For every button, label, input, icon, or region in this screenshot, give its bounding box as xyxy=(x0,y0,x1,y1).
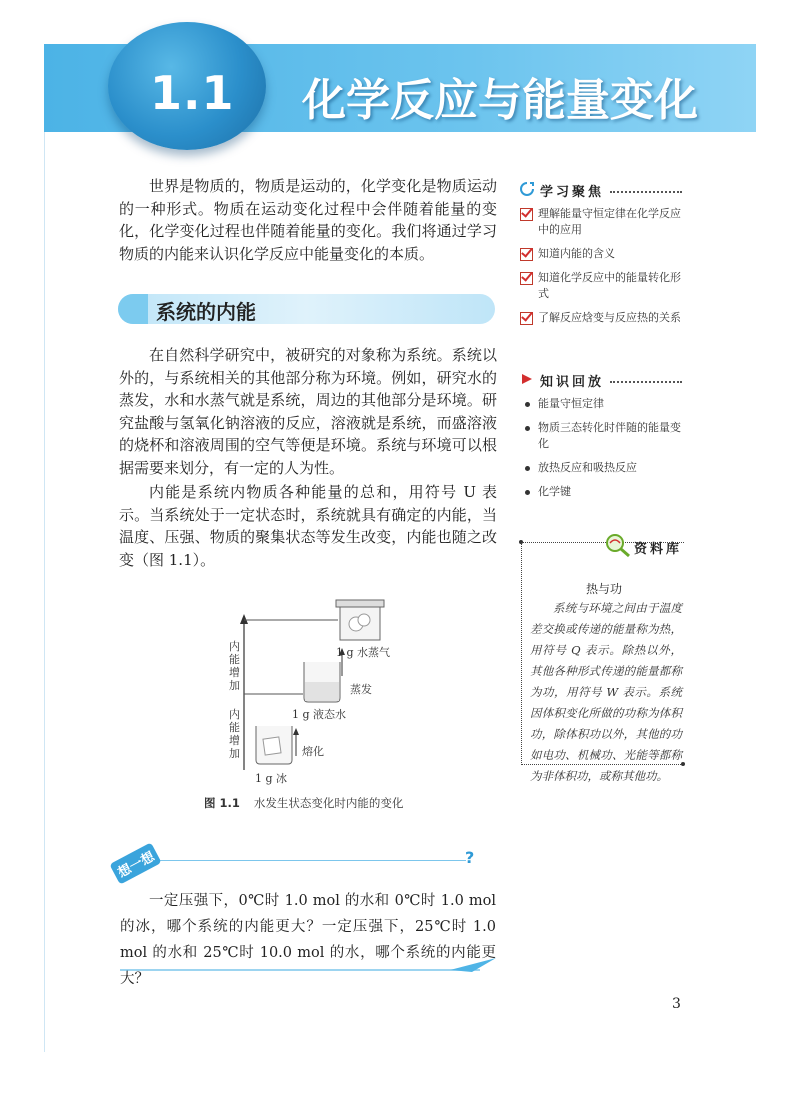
checkbox-icon xyxy=(520,312,533,325)
axis-label-upper: 内能增加 xyxy=(229,640,240,692)
section-heading-cap xyxy=(118,294,148,324)
beaker-vapor xyxy=(336,600,384,640)
checkbox-icon xyxy=(520,208,533,221)
figure-caption-text: 水发生状态变化时内能的变化 xyxy=(253,796,404,810)
think-question: 一定压强下，0℃时 1.0 mol 的水和 0℃时 1.0 mol 的冰，哪个系统的内能更大？一定压强下，25℃时 1.0 mol 的水和 25℃时 10.0 mol 的水，哪个系统的内能更大？ xyxy=(120,893,496,987)
body-paragraph-2: 内能是系统内物质各种能量的总和，用符号 U 表示。当系统处于一定状态时，系统就具有确定的内能，当温度、压强、物质的聚集状态等发生改变，内能也随之改变（图 1.1）。 xyxy=(119,483,497,569)
checkbox-icon xyxy=(520,248,533,261)
review-dotted-rule xyxy=(610,381,682,383)
focus-icon xyxy=(520,182,534,196)
think-bottom-arrow xyxy=(120,950,498,972)
library-title: 资料库 xyxy=(634,542,683,557)
think-label: 想一想 xyxy=(109,842,161,884)
process-label-melt: 熔化 xyxy=(302,745,324,758)
section-title: 系统的内能 xyxy=(156,300,256,324)
library-body: 系统与环境之间由于温度差交换或传递的能量称为热，用符号 Q 表示。除热以外，其他各种形式传递的能量都称为功，用符号 W 表示。系统因体积变化所做的功称为体积功，除体积功以外，其他的功如电功、机械功、光能等都称为非体积功，或称其他功。 xyxy=(530,601,682,783)
page-number: 3 xyxy=(672,996,681,1012)
magnifier-icon xyxy=(604,532,632,558)
state-label-ice: 1 g 冰 xyxy=(255,772,288,785)
focus-dotted-rule xyxy=(610,191,682,193)
bullet-icon xyxy=(525,490,530,495)
play-triangle-icon xyxy=(521,373,533,385)
focus-title: 学习聚焦 xyxy=(540,185,605,200)
intro-paragraph: 世界是物质的，物质是运动的，化学变化是物质运动的一种形式。物质在运动变化过程中会伴随着能量的变化，化学变化过程也伴随着能量的变化。我们将通过学习物质的内能来认识化学反应中能量变化的本质。 xyxy=(119,177,497,263)
corner-dot xyxy=(519,540,523,544)
library-subtitle: 热与功 xyxy=(586,582,623,596)
think-top-rule xyxy=(150,860,466,861)
figure-caption xyxy=(204,795,403,811)
page-margin-line xyxy=(44,132,45,1052)
chapter-title: 化学反应与能量变化 xyxy=(302,75,698,126)
body-paragraph-1: 在自然科学研究中，被研究的对象称为系统。系统以外的，与系统相关的其他部分称为环境。例如，研究水的蒸发，水和水蒸气就是系统，周边的其他部分是环境。研究盐酸与氢氧化钠溶液的反应，溶液就是系统，而盛溶液的烧杯和溶液周围的空气等便是环境。系统与环境可以根据需要来划分，有一定的人为性。 xyxy=(119,346,497,477)
chapter-number: 1.1 xyxy=(150,66,235,120)
question-mark-icon: ? xyxy=(465,848,475,867)
review-title: 知识回放 xyxy=(540,375,605,390)
process-label-evaporate: 蒸发 xyxy=(350,683,372,696)
bullet-icon xyxy=(525,426,530,431)
axis-label-lower: 内能增加 xyxy=(229,708,240,760)
state-label-vapor: 1 g 水蒸气 xyxy=(336,646,391,659)
state-label-liquid: 1 g 液态水 xyxy=(292,708,347,721)
beaker-ice xyxy=(256,726,292,764)
bullet-icon xyxy=(525,466,530,471)
checkbox-icon xyxy=(520,272,533,285)
bullet-icon xyxy=(525,402,530,407)
beaker-liquid xyxy=(304,662,340,702)
figure-caption-number: 图 1.1 xyxy=(204,796,240,810)
